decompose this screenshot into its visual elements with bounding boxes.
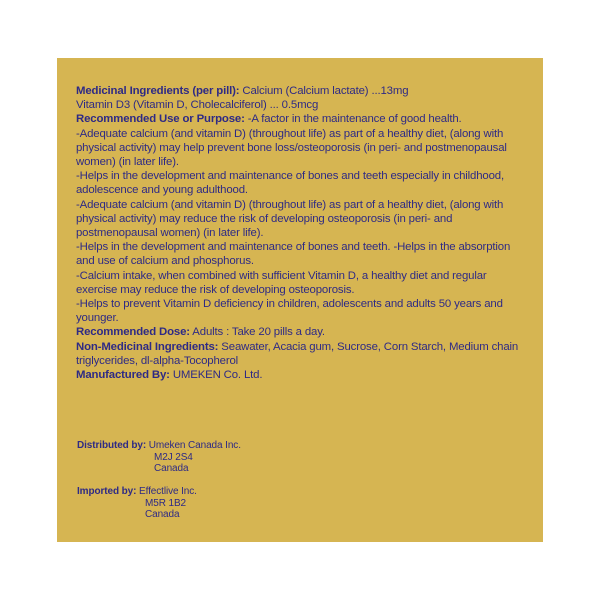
manufacturer-heading: Manufactured By:: [76, 369, 170, 382]
importer-line: [77, 486, 197, 498]
distributor-name: Umeken Canada Inc.: [146, 440, 241, 451]
distributor-block: [77, 440, 241, 475]
manufacturer: [76, 368, 526, 382]
use-item: -Helps in the development and maintenance of bones and teeth especially in childhood, adolescence and young adulthood.: [76, 170, 504, 197]
manufacturer-text: UMEKEN Co. Ltd.: [169, 369, 263, 382]
dose-heading: Recommended Dose:: [76, 326, 190, 339]
medicinal-heading: Medicinal Ingredients (per pill):: [76, 85, 240, 97]
medicinal-line2: Vitamin D3 (Vitamin D, Cholecalciferol) ... 0.5mcg: [76, 99, 319, 112]
non-medicinal-ingredients: [76, 340, 526, 368]
medicinal-line1: Calcium (Calcium lactate) ...13mg: [239, 85, 409, 97]
distributor-country: Canada: [154, 463, 189, 475]
nonmedicinal-heading: Non-Medicinal Ingredients:: [76, 340, 219, 353]
use-intro: -A factor in the maintenance of good health.: [244, 113, 462, 126]
use-item: -Helps in the development and maintenance of bones and teeth. -Helps in the absorption and use of calcium and phosphorus.: [76, 241, 511, 268]
importer-postal: M5R 1B2: [145, 497, 186, 509]
medicinal-ingredients: [76, 84, 526, 98]
importer-country: Canada: [145, 509, 180, 521]
use-heading: Recommended Use or Purpose:: [76, 113, 245, 126]
use-item: -Calcium intake, when combined with sufficient Vitamin D, a healthy diet and regular exercise may reduce the risk of developing osteoporosis.: [76, 269, 487, 296]
importer-heading: Imported by:: [77, 486, 137, 497]
distributor-heading: Distributed by:: [77, 440, 147, 451]
use-item: -Helps to prevent Vitamin D deficiency in children, adolescents and adults 50 years and younger.: [76, 298, 503, 325]
recommended-use: [76, 112, 526, 126]
distributor-line: [77, 440, 241, 452]
importer-name: Effectlive Inc.: [136, 486, 197, 497]
use-item: -Adequate calcium (and vitamin D) (throughout life) as part of a healthy diet, (along with physical activity) may help prevent bone loss/osteoporosis (in peri- and postmenopausal women) (in later life).: [76, 127, 507, 169]
nonmedicinal-text: Seawater, Acacia gum, Sucrose, Corn Starch, Medium chain triglycerides, dl-alpha-Tocopherol: [76, 340, 519, 367]
dose-text: Adults : Take 20 pills a day.: [189, 326, 325, 339]
use-item: -Adequate calcium (and vitamin D) (throughout life) as part of a healthy diet, (along with physical activity) may reduce the risk of developing osteoporosis (in peri- and postmenopausal women) (in later life).: [76, 198, 504, 240]
label-text-block: [76, 84, 526, 382]
importer-block: [77, 486, 197, 521]
recommended-dose: [76, 325, 526, 339]
distributor-postal: M2J 2S4: [154, 451, 193, 463]
